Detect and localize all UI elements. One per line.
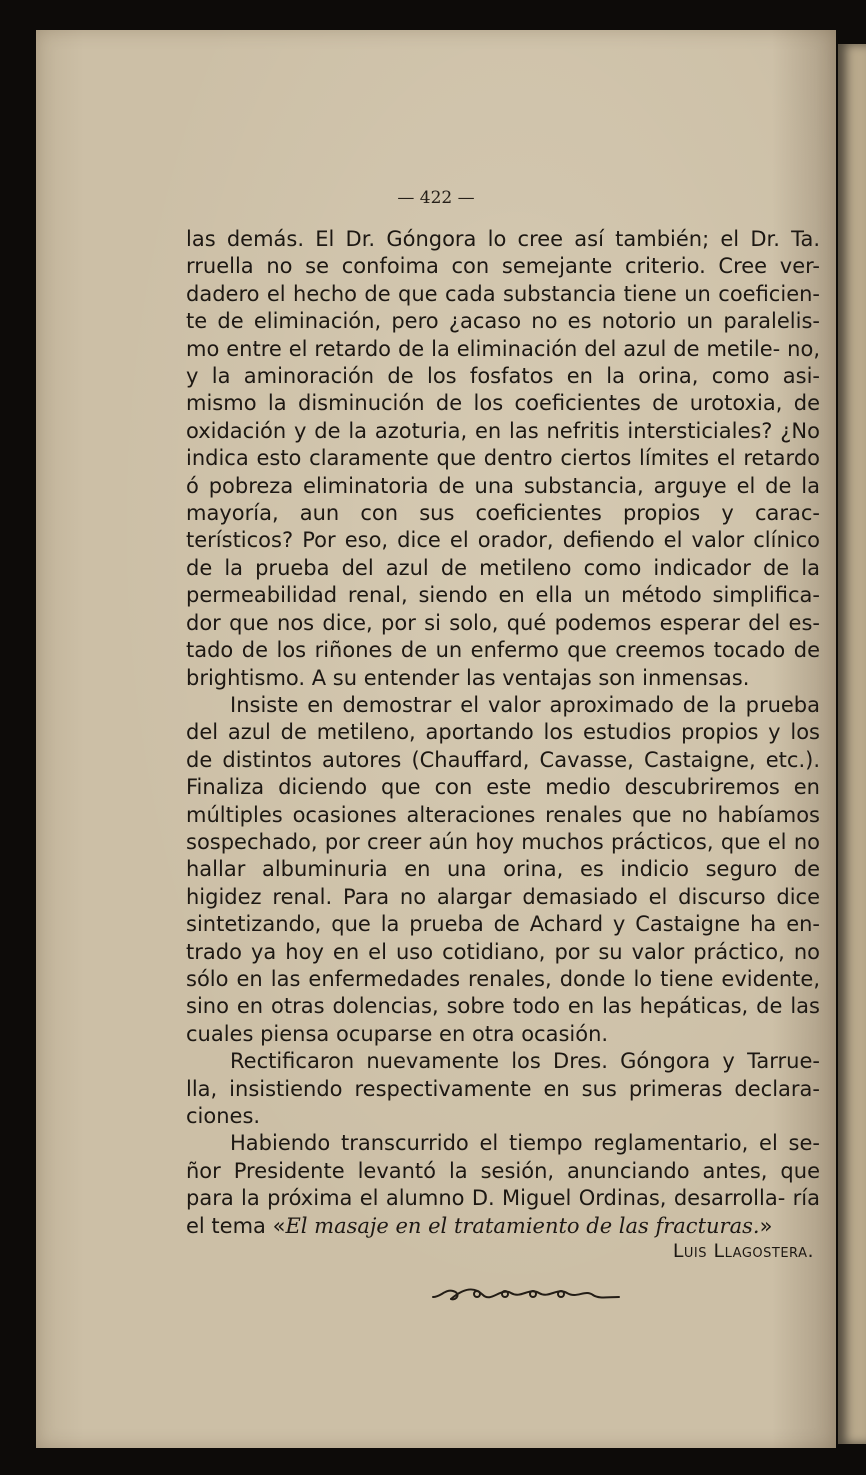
text-line: Insiste en demostrar el valor aproximado de la prueba [230,692,820,717]
paragraph-4 [186,1130,820,1240]
text-line: lla, insistiendo respectivamente en sus primeras declara- [186,1076,820,1101]
paragraph-2 [186,692,820,1048]
text-line: ría el tema « [186,1186,820,1238]
text-line: múltiples ocasiones alteraciones renales que no habíamos [186,802,820,827]
author-signature: Luis Llagostera. [672,1240,814,1262]
closing-quote: » [759,1213,773,1238]
text-line: brightismo. A su entender las ventajas son inmensas. [186,665,750,690]
book-page [36,30,836,1448]
text-line: sólo en las enfermedades renales, donde lo tiene evidente, [186,966,820,991]
text-line: terísticos? Por eso, dice el orador, defiendo el valor clínico [186,528,820,553]
text-line: tado de los riñones de un enfermo que creemos tocado de [186,638,820,663]
text-line: permeabilidad renal, siendo en ella un método simplifica- [186,583,820,608]
text-line: higidez renal. Para no alargar demasiado el discurso dice [186,884,820,909]
text-line: no hallar albuminuria en una orina, es indicio seguro de [186,829,820,882]
text-line: dor que nos dice, por si solo, qué podemos esperar del es- [186,610,820,635]
text-line: las demás. El Dr. Góngora lo cree así también; el Dr. Ta. [186,227,820,251]
adjacent-page-edge [838,44,866,1444]
body-text [186,226,820,1240]
ornamental-divider-icon [431,1283,621,1305]
text-line: Habiendo transcurrido el tiempo reglamentario, el se- [230,1131,820,1156]
text-line: sino en otras dolencias, sobre todo en las hepáticas, de las [186,994,820,1019]
text-line: trado ya hoy en el uso cotidiano, por su valor práctico, no [186,939,820,964]
text-line: ¿No indica esto claramente que dentro ciertos límites el [186,418,820,471]
text-line: te de eliminación, pero ¿acaso no es notorio un paralelis- [186,309,820,334]
text-line: Rectificaron nuevamente los Dres. Góngora y Tarrue- [230,1049,820,1074]
text-line: Finaliza diciendo que con este medio descubriremos en [186,775,820,800]
text-line: sospechado, por creer aún hoy muchos prácticos, que el [186,829,787,854]
text-line: mismo la disminución de los coeficientes de urotoxia, de [186,391,820,416]
text-line: sintetizando, que la prueba de Achard y Castaigne ha en- [186,912,820,937]
text-line: del azul de metileno, aportando los estudios propios y los [186,720,820,745]
paragraph-3 [186,1048,820,1130]
text-line: rruella no se confoima con semejante criterio. Cree ver- [186,254,820,279]
text-line: retardo ó pobreza eliminatoria de una substancia, arguye [186,446,820,498]
text-line: oxidación y de la azoturia, en las nefritis intersticiales? [186,418,773,443]
text-line: mo entre el retardo de la eliminación del azul de metile- [186,336,781,361]
text-line: de la prueba del azul de metileno como indicador de la [186,555,820,580]
text-line: ciones. [186,1104,261,1128]
page-number: — 422 — [397,188,475,208]
paragraph-1 [186,226,820,692]
text-line: ñor Presidente levantó la sesión, anunciando antes, que [186,1158,820,1183]
italic-topic-title: El masaje en el tratamiento de las fracturas. [285,1213,760,1238]
text-line: dadero el hecho de que cada substancia tiene un coeficien- [186,281,820,306]
text-line: cuales piensa ocuparse en otra ocasión. [186,1021,609,1046]
text-line: el de la mayoría, aun con sus coeficientes propios y carac- [186,473,820,526]
text-line: para la próxima el alumno D. Miguel Ordinas, desarrolla- [186,1186,786,1211]
text-line: no, y la aminoración de los fosfatos en la orina, como asi- [186,336,820,389]
text-line: de distintos autores (Chauffard, Cavasse, Castaigne, etc.). [186,747,820,772]
